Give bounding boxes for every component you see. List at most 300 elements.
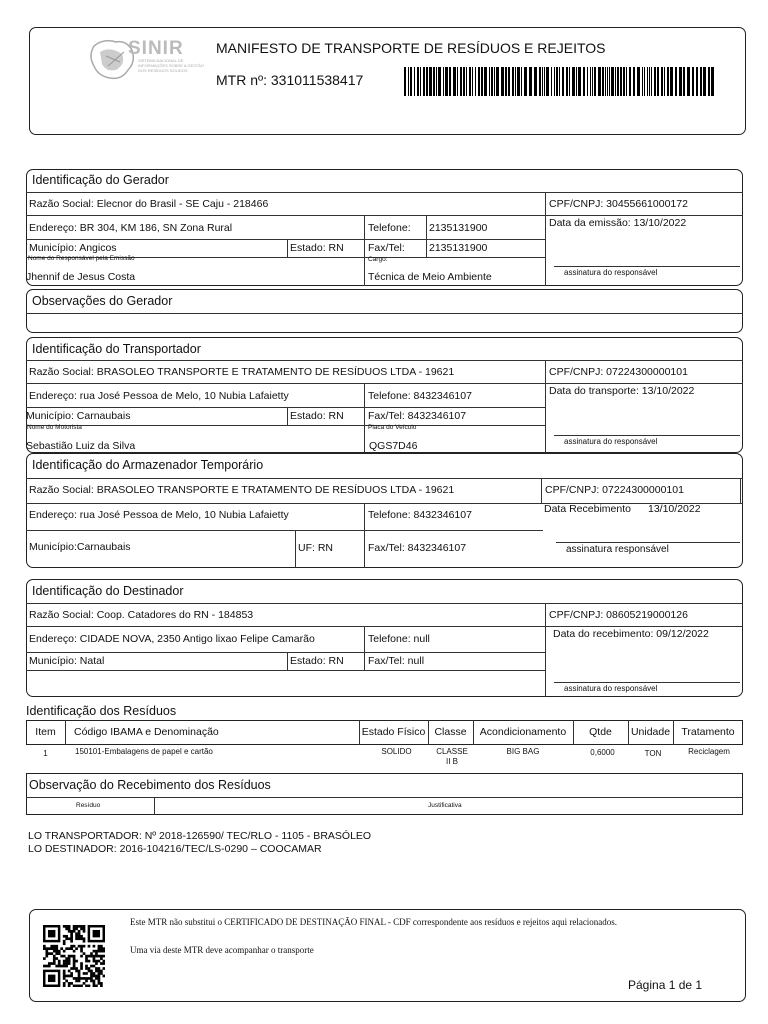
qr-module (48, 930, 55, 937)
qr-module (58, 962, 61, 965)
qr-module (73, 925, 76, 928)
qr-module (83, 972, 86, 975)
qr-module (80, 935, 83, 938)
qr-module (85, 957, 88, 960)
transportador-telefone: Telefone: 8432346107 (368, 390, 472, 402)
qr-module (53, 945, 56, 948)
qr-module (53, 962, 56, 965)
qr-module (63, 982, 66, 985)
qr-module (68, 925, 71, 928)
barcode-bar (534, 67, 537, 96)
qr-module (93, 975, 96, 978)
barcode-bar (423, 67, 425, 96)
barcode-bar (576, 67, 577, 96)
qr-module (50, 962, 53, 965)
divider (26, 215, 743, 216)
gerador-telefone: 2135131900 (429, 222, 488, 234)
qr-module (88, 967, 91, 970)
gerador-telefone-label: Telefone: (368, 222, 411, 234)
qr-module (95, 955, 98, 958)
divider (26, 239, 545, 240)
barcode-bar (667, 67, 669, 96)
qr-module (45, 965, 48, 968)
qr-module (100, 985, 103, 987)
transportador-endereco: Endereço: rua José Pessoa de Melo, 10 Nubia Lafaietty (29, 390, 289, 402)
qr-module (48, 965, 51, 968)
qr-module (70, 975, 73, 978)
qr-module (55, 945, 58, 948)
residuo-estado: SOLIDO (381, 747, 412, 756)
qr-module (78, 935, 81, 938)
qr-module (63, 985, 66, 987)
barcode-bar (414, 67, 415, 96)
qr-module (65, 975, 68, 978)
qr-module (68, 927, 71, 930)
qr-module (48, 975, 55, 982)
barcode-bar (637, 67, 640, 96)
column-header-qtde: Qtde (589, 726, 612, 738)
qr-module (78, 985, 81, 987)
gerador-title: Identificação do Gerador (32, 173, 169, 187)
qr-module (98, 945, 101, 948)
barcode-bar (521, 67, 522, 96)
qr-module (63, 965, 66, 968)
qr-module (93, 980, 96, 983)
qr-module (73, 957, 76, 960)
qr-module (55, 957, 58, 960)
qr-module (70, 955, 73, 958)
qr-module (60, 955, 63, 958)
divider (545, 603, 546, 697)
destinador-assinatura: assinatura do responsável (554, 682, 740, 693)
qr-module (98, 980, 101, 983)
column-header-estado: Estado Físico (361, 726, 426, 738)
qr-module (73, 977, 76, 980)
qr-module (50, 952, 53, 955)
qr-module (78, 937, 81, 940)
qr-module (95, 985, 98, 987)
barcode (404, 67, 718, 96)
divider (26, 603, 743, 604)
qr-module (53, 955, 56, 958)
barcode-bar (559, 67, 560, 96)
qr-module (73, 950, 76, 953)
residuo-classe-1: CLASSE (436, 747, 468, 756)
qr-module (45, 955, 48, 958)
qr-module (100, 970, 103, 973)
divider (154, 797, 155, 815)
qr-module (103, 962, 105, 965)
qr-module (80, 925, 83, 928)
qr-module (70, 930, 73, 933)
qr-module (98, 955, 101, 958)
qr-module (53, 960, 56, 963)
qr-module (63, 972, 66, 975)
qr-module (98, 982, 101, 985)
qr-module (80, 937, 83, 940)
destinador-title: Identificação do Destinador (32, 584, 184, 598)
qr-module (95, 975, 98, 978)
qr-module (98, 967, 101, 970)
barcode-bar (664, 67, 665, 96)
barcode-bar (617, 67, 619, 96)
barcode-bar (496, 67, 499, 96)
qr-module (68, 960, 71, 963)
barcode-bar (629, 67, 631, 96)
barcode-bar (687, 67, 690, 96)
transportador-motorista-label: Nome do Motorista (27, 424, 82, 431)
qr-module (98, 975, 101, 978)
qr-module (68, 982, 71, 985)
qr-module (80, 962, 83, 965)
qr-module (80, 965, 83, 968)
barcode-bar (587, 67, 588, 96)
qr-module (75, 925, 78, 928)
destinador-razao: Razão Social: Coop. Catadores do RN - 184853 (29, 609, 254, 621)
barcode-bar (644, 67, 645, 96)
qr-module (103, 955, 105, 958)
qr-module (90, 977, 93, 980)
qr-module (65, 960, 68, 963)
barcode-bar (609, 67, 610, 96)
divider (287, 652, 288, 670)
qr-module (43, 945, 46, 948)
qr-module (95, 952, 98, 955)
barcode-bar (542, 67, 543, 96)
barcode-bar (472, 67, 473, 96)
qr-module (78, 972, 81, 975)
barcode-bar (417, 67, 419, 96)
barcode-bar (649, 67, 650, 96)
column-header-acondicionamento: Acondicionamento (479, 726, 567, 738)
qr-module (48, 962, 51, 965)
qr-module (100, 947, 103, 950)
divider (545, 360, 546, 453)
qr-module (95, 950, 98, 953)
qr-module (58, 960, 61, 963)
barcode-bar (598, 67, 601, 96)
divider (65, 720, 66, 745)
qr-module (100, 945, 103, 948)
obs-col-residuo: Resíduo (76, 802, 101, 809)
barcode-bar (433, 67, 435, 96)
barcode-bar (449, 67, 451, 96)
barcode-bar (590, 67, 591, 96)
qr-module (103, 967, 105, 970)
divider (287, 239, 288, 257)
qr-module (98, 947, 101, 950)
transportador-title: Identificação do Transportador (32, 342, 201, 356)
qr-module (68, 962, 71, 965)
qr-module (68, 937, 71, 940)
armazenador-endereco: Endereço: rua José Pessoa de Melo, 10 Nubia Lafaietty (29, 509, 289, 521)
qr-module (65, 962, 68, 965)
qr-module (70, 935, 73, 938)
transportador-razao: Razão Social: BRASOLEO TRANSPORTE E TRATAMENTO DE RESÍDUOS LTDA - 19621 (29, 366, 455, 378)
barcode-bar (572, 67, 575, 96)
qr-module (98, 972, 101, 975)
qr-module (75, 932, 78, 935)
barcode-bar (436, 67, 437, 96)
qr-module (63, 960, 66, 963)
destinador-telefone: Telefone: null (368, 633, 430, 645)
qr-module (75, 967, 78, 970)
destinador-fax: Fax/Tel: null (368, 655, 425, 667)
qr-module (63, 925, 66, 928)
qr-module (55, 952, 58, 955)
qr-module (93, 972, 96, 975)
qr-module (98, 970, 101, 973)
barcode-bar (544, 67, 545, 96)
barcode-bar (438, 67, 441, 96)
qr-module (95, 960, 98, 963)
barcode-bar (426, 67, 428, 96)
qr-module (73, 985, 76, 987)
qr-module (73, 962, 76, 965)
qr-module (58, 950, 61, 953)
armazenador-assinatura: assinatura responsável (556, 542, 740, 555)
qr-module (95, 962, 98, 965)
qr-module (98, 977, 101, 980)
transportador-placa: QGS7D46 (369, 440, 418, 452)
barcode-bar (457, 67, 458, 96)
qr-module (75, 980, 78, 983)
qr-module (90, 970, 93, 973)
qr-module (103, 960, 105, 963)
gerador-fax-label: Fax/Tel: (368, 242, 405, 254)
qr-module (68, 957, 71, 960)
divider (364, 215, 365, 286)
barcode-bar (683, 67, 685, 96)
divider (545, 192, 546, 286)
qr-module (70, 947, 73, 950)
qr-module (78, 975, 81, 978)
qr-module (100, 955, 103, 958)
qr-module (83, 982, 86, 985)
qr-module (63, 970, 66, 973)
qr-module (50, 947, 53, 950)
barcode-bar (670, 67, 673, 96)
qr-module (93, 982, 96, 985)
barcode-bar (623, 67, 625, 96)
licenca-destinador: LO DESTINADOR: 2016-104216/TEC/LS-0290 – COOCAMAR (28, 843, 322, 855)
divider (287, 407, 288, 425)
qr-module (60, 965, 63, 968)
qr-module (63, 940, 66, 943)
qr-module (80, 955, 83, 958)
barcode-bar (420, 67, 421, 96)
divider (26, 313, 743, 314)
qr-module (80, 927, 83, 930)
barcode-bar (554, 67, 555, 96)
qr-module (78, 970, 81, 973)
qr-module (90, 952, 93, 955)
divider (26, 425, 545, 426)
qr-module (53, 947, 56, 950)
qr-module (95, 967, 98, 970)
residuo-classe-2: II B (445, 757, 458, 766)
sinir-logo-text: SINIR (128, 38, 184, 59)
barcode-bar (700, 67, 702, 96)
sinir-logo-sub-1: SISTEMA NACIONAL DE (138, 58, 184, 63)
gerador-municipio: Município: Angicos (29, 242, 117, 254)
qr-module (50, 945, 53, 948)
qr-module (93, 945, 96, 948)
barcode-bar (546, 67, 549, 96)
barcode-bar (703, 67, 706, 96)
qr-module (55, 947, 58, 950)
gerador-cnpj: CPF/CNPJ: 30455661000172 (549, 198, 688, 210)
column-header-classe: Classe (434, 726, 467, 738)
barcode-bar (508, 67, 510, 96)
armazenador-fax: Fax/Tel: 8432346107 (368, 542, 467, 554)
armazenador-razao: Razão Social: BRASOLEO TRANSPORTE E TRATAMENTO DE RESÍDUOS LTDA - 19621 (29, 484, 455, 496)
page-number: Página 1 de 1 (628, 978, 703, 992)
qr-module (78, 945, 81, 948)
qr-module (78, 925, 81, 928)
qr-module (45, 950, 48, 953)
divider (26, 530, 543, 531)
qr-module (70, 932, 73, 935)
qr-module (63, 955, 66, 958)
qr-module (80, 967, 83, 970)
transportador-motorista: Sebastião Luiz da Silva (26, 440, 136, 452)
barcode-bar (404, 67, 406, 96)
divider (364, 383, 365, 453)
barcode-bar (633, 67, 635, 96)
barcode-bar (469, 67, 471, 96)
qr-module (70, 937, 73, 940)
residuo-codigo: 150101-Embalagens de papel e cartão (75, 747, 213, 756)
qr-module (55, 965, 58, 968)
qr-module (100, 950, 103, 953)
barcode-bar (445, 67, 448, 96)
armazenador-uf: UF: RN (298, 542, 333, 554)
qr-module (63, 935, 66, 938)
divider (26, 652, 545, 653)
divider (740, 478, 741, 503)
qr-module (85, 965, 88, 968)
qr-module (88, 960, 91, 963)
qr-module (75, 960, 78, 963)
barcode-bar (466, 67, 467, 96)
qr-module (70, 940, 73, 943)
barcode-bar (583, 67, 585, 96)
qr-module (95, 977, 98, 980)
qr-module (85, 980, 88, 983)
qr-module (90, 975, 93, 978)
qr-module (53, 957, 56, 960)
barcode-bar (615, 67, 616, 96)
qr-code (43, 925, 105, 987)
divider (364, 626, 365, 670)
gerador-fax: 2135131900 (429, 242, 488, 254)
qr-module (80, 947, 83, 950)
qr-module (43, 965, 46, 968)
qr-module (68, 985, 71, 987)
divider (26, 670, 545, 671)
divider (295, 530, 296, 568)
qr-module (88, 955, 91, 958)
qr-module (75, 927, 78, 930)
gerador-responsavel-label: Nome do Responsável pela Emissão (28, 255, 135, 262)
transportador-municipio: Município: Carnaubais (26, 410, 131, 422)
qr-module (78, 980, 81, 983)
qr-module (83, 945, 86, 948)
qr-module (68, 955, 71, 958)
qr-module (78, 932, 81, 935)
barcode-bar (453, 67, 456, 96)
residuo-unidade: TON (644, 749, 662, 758)
qr-module (83, 977, 86, 980)
divider (26, 192, 743, 193)
barcode-bar (481, 67, 483, 96)
qr-module (100, 957, 103, 960)
qr-module (93, 950, 96, 953)
qr-module (70, 945, 73, 948)
armazenador-telefone: Telefone: 8432346107 (368, 509, 472, 521)
qr-module (48, 947, 51, 950)
qr-module (73, 967, 76, 970)
divider (541, 478, 542, 503)
qr-module (88, 985, 91, 987)
residuo-acondicionamento: BIG BAG (506, 747, 540, 756)
qr-module (73, 945, 76, 948)
qr-module (80, 977, 83, 980)
qr-module (83, 927, 86, 930)
destinador-data: Data do recebimento: 09/12/2022 (553, 628, 709, 640)
qr-module (65, 937, 68, 940)
armazenador-title: Identificação do Armazenador Temporário (32, 458, 264, 472)
qr-module (65, 965, 68, 968)
qr-module (98, 950, 101, 953)
qr-module (93, 957, 96, 960)
column-header-codigo: Código IBAMA e Denominação (74, 726, 219, 738)
transportador-estado: Estado: RN (290, 410, 344, 422)
destinador-endereco: Endereço: CIDADE NOVA, 2350 Antigo lixao Felipe Camarão (29, 633, 315, 645)
barcode-bar (515, 67, 516, 96)
barcode-bar (410, 67, 412, 96)
gerador-data-emissao: Data da emissão: 13/10/2022 (549, 217, 687, 229)
licenca-transportador: LO TRANSPORTADOR: Nº 2018-126590/ TEC/RLO - 1105 - BRASÓLEO (28, 830, 372, 842)
divider (26, 360, 743, 361)
gerador-razao: Razão Social: Elecnor do Brasil - SE Caju - 218466 (29, 198, 269, 210)
qr-module (83, 925, 86, 928)
barcode-bar (696, 67, 698, 96)
barcode-bar (605, 67, 606, 96)
qr-module (93, 955, 96, 958)
qr-module (95, 970, 98, 973)
qr-module (78, 977, 81, 980)
qr-module (68, 970, 71, 973)
footer-notice-transporte: Uma via deste MTR deve acompanhar o transporte (130, 945, 314, 955)
qr-module (75, 947, 78, 950)
divider (426, 215, 427, 257)
barcode-bar (607, 67, 608, 96)
divider (26, 407, 545, 408)
mtr-number: MTR nº: 331011538417 (216, 72, 364, 88)
sinir-logo-sub-2: INFORMAÇÕES SOBRE A GESTÃO (138, 63, 205, 68)
barcode-bar (489, 67, 490, 96)
qr-module (75, 935, 78, 938)
barcode-bar (569, 67, 570, 96)
qr-module (45, 952, 48, 955)
barcode-bar (620, 67, 622, 96)
barcode-bar (475, 67, 476, 96)
qr-module (93, 960, 96, 963)
qr-module (73, 930, 76, 933)
divider (26, 478, 743, 479)
